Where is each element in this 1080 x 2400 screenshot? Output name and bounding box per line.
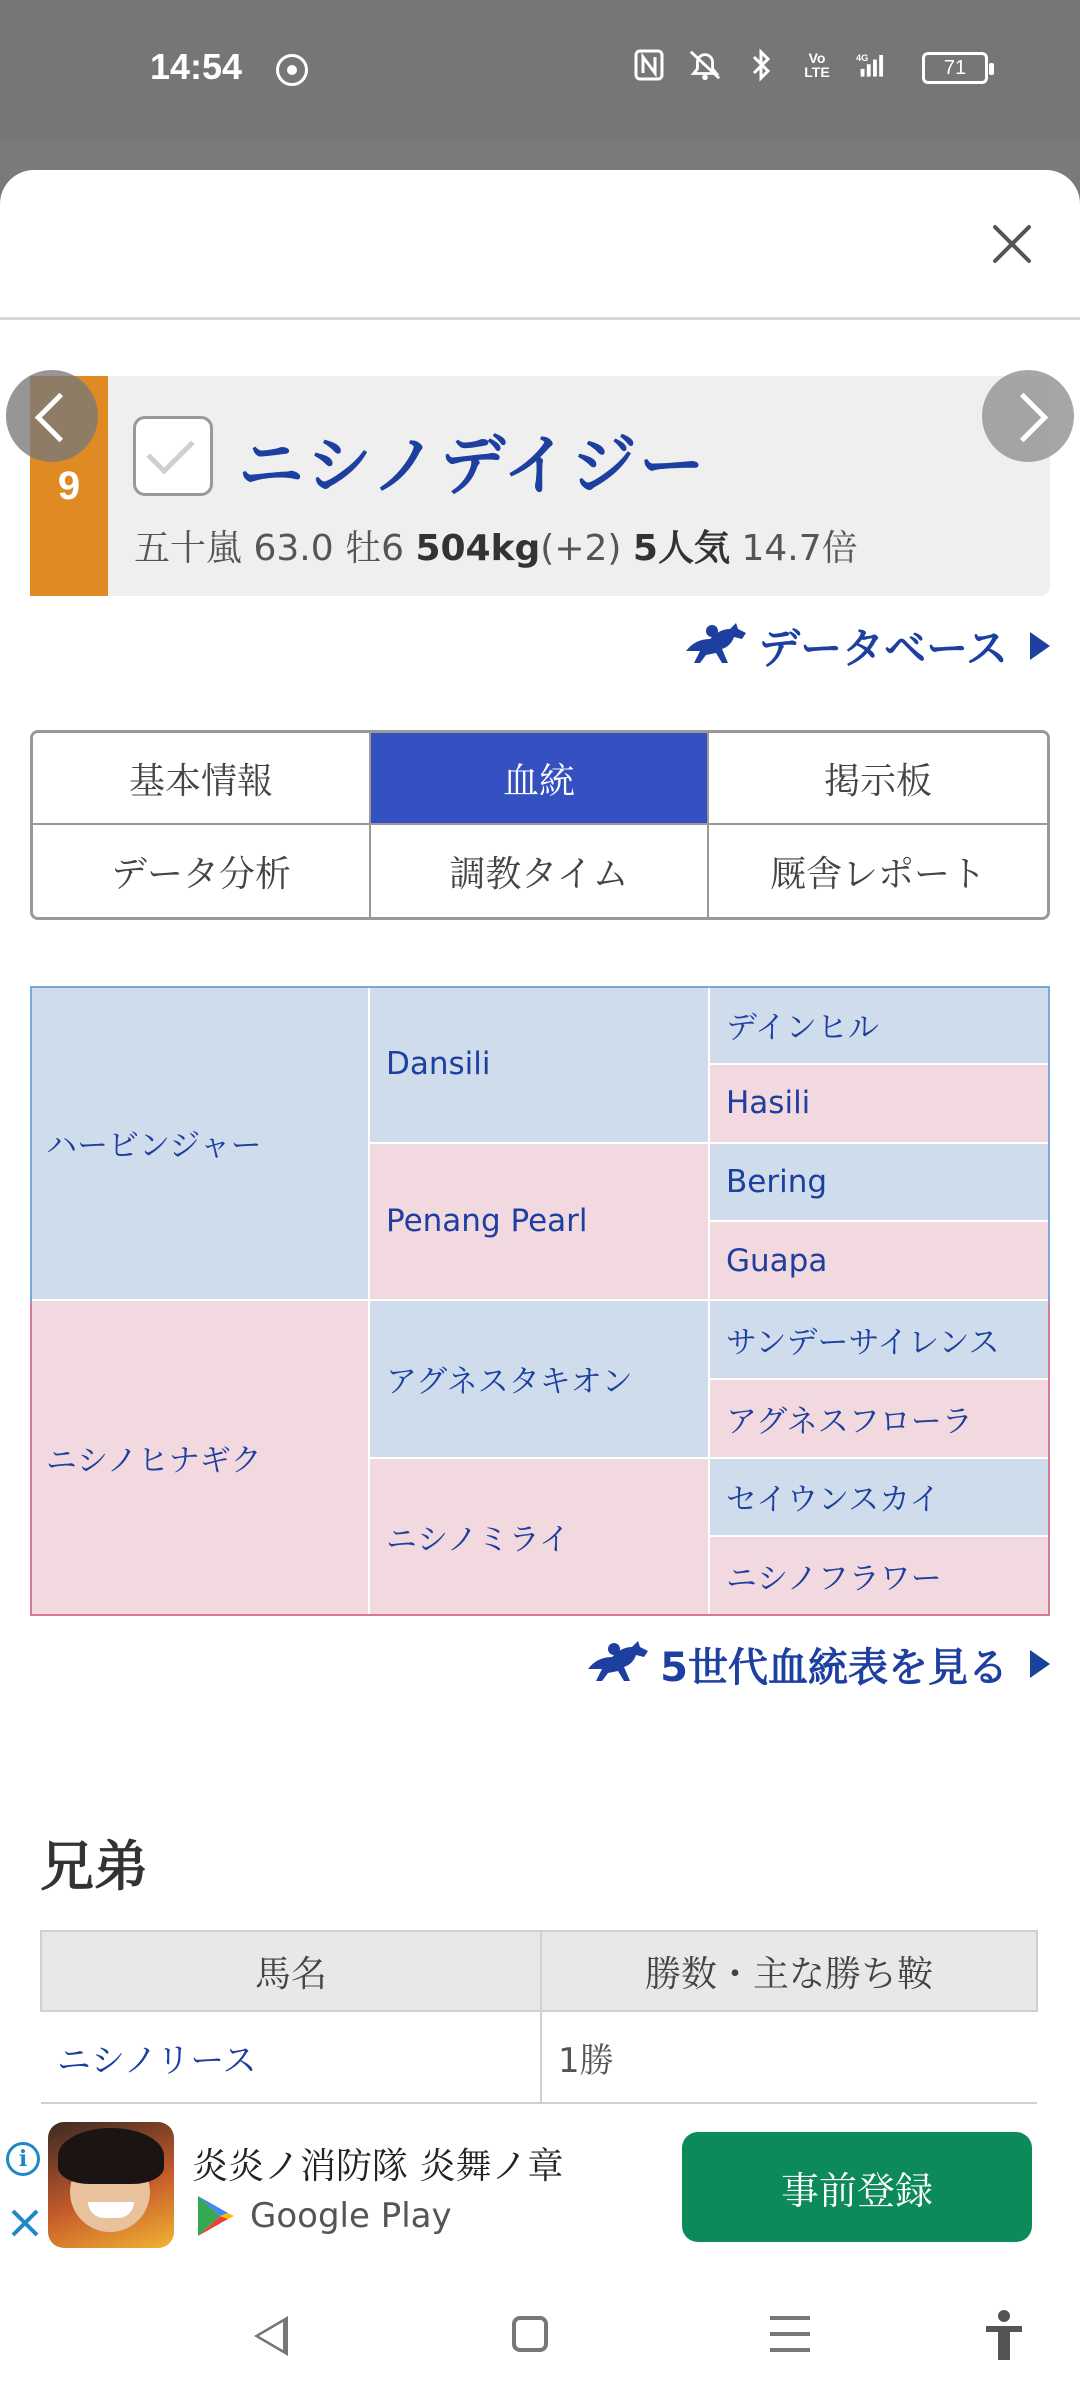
jockey: 五十嵐 — [134, 528, 243, 569]
battery-icon: 71 — [922, 52, 988, 84]
sibling-name[interactable]: ニシノリース — [41, 2011, 541, 2103]
pedigree-sire-sire[interactable]: Dansili — [370, 986, 710, 1144]
location-icon — [276, 54, 308, 86]
siblings-header-wins: 勝数・主な勝ち鞍 — [541, 1931, 1037, 2011]
siblings-header-row — [41, 1931, 1037, 2011]
triangle-right-icon — [1030, 1650, 1050, 1678]
pre-register-button[interactable]: 事前登録 — [682, 2132, 1032, 2242]
pedigree-gen3-1[interactable]: デインヒル — [710, 986, 1050, 1065]
sibling-wins: 1勝 — [541, 2011, 1037, 2103]
bluetooth-icon — [744, 48, 778, 82]
tab-basic-info[interactable]: 基本情報 — [33, 733, 371, 825]
prev-horse-button[interactable] — [6, 370, 98, 462]
tab-training-time[interactable]: 調教タイム — [371, 825, 709, 917]
horse-card — [30, 376, 1050, 596]
siblings-title: 兄弟 — [40, 1835, 148, 1898]
system-nav-bar — [0, 2268, 1080, 2400]
home-icon[interactable] — [512, 2316, 548, 2352]
accessibility-icon[interactable] — [984, 2310, 1024, 2362]
info-tabs — [30, 730, 1050, 920]
ad-close-icon[interactable] — [8, 2206, 42, 2240]
sheet-header — [0, 170, 1080, 320]
ad-app-thumbnail — [48, 2122, 174, 2248]
odds: 14.7倍 — [741, 528, 858, 569]
tab-stable-report[interactable]: 厩舎レポート — [709, 825, 1047, 917]
pedigree-dam-dam[interactable]: ニシノミライ — [370, 1459, 710, 1617]
recents-icon[interactable] — [770, 2316, 810, 2352]
status-bar — [0, 0, 1080, 140]
pedigree-sire[interactable]: ハービンジャー — [30, 986, 370, 1301]
next-horse-button[interactable] — [982, 370, 1074, 462]
ad-info-icon[interactable]: i — [6, 2142, 40, 2176]
triangle-right-icon — [1030, 632, 1050, 660]
pedigree-gen3-5[interactable]: サンデーサイレンス — [710, 1301, 1050, 1380]
horse-name: ニシノデイジー — [238, 427, 707, 504]
popularity: 5人気 — [632, 528, 730, 569]
ad-store — [196, 2194, 452, 2238]
body-weight: 504kg — [415, 528, 541, 569]
mute-icon — [688, 48, 722, 82]
volte-icon: Vo LTE — [804, 50, 830, 80]
tab-pedigree[interactable]: 血統 — [371, 733, 709, 825]
tab-data-analysis[interactable]: データ分析 — [33, 825, 371, 917]
pedigree-gen3-7[interactable]: セイウンスカイ — [710, 1459, 1050, 1538]
pedigree-table — [30, 986, 1050, 1616]
database-link[interactable] — [682, 616, 1050, 676]
database-link-label: データベース — [758, 624, 1008, 673]
sex-age: 牡6 — [345, 528, 404, 569]
nfc-icon — [632, 48, 666, 82]
table-row — [41, 2011, 1037, 2103]
close-icon[interactable] — [984, 216, 1040, 272]
favorite-checkbox[interactable] — [133, 416, 213, 496]
pedigree-gen3-6[interactable]: アグネスフローラ — [710, 1380, 1050, 1459]
tab-board[interactable]: 掲示板 — [709, 733, 1047, 825]
siblings-table — [40, 1930, 1038, 2104]
pedigree-sire-dam[interactable]: Penang Pearl — [370, 1144, 710, 1302]
pedigree-dam-sire[interactable]: アグネスタキオン — [370, 1301, 710, 1459]
siblings-header-name: 馬名 — [41, 1931, 541, 2011]
status-icons — [632, 48, 890, 82]
pedigree-gen3-3[interactable]: Bering — [710, 1144, 1050, 1223]
pedigree-gen3-4[interactable]: Guapa — [710, 1222, 1050, 1301]
pedigree-gen3-2[interactable]: Hasili — [710, 1065, 1050, 1144]
weight-diff: (+2) — [540, 528, 622, 569]
horse-meta — [134, 520, 858, 571]
svg-text:4G: 4G — [856, 53, 869, 64]
racehorse-icon — [584, 1639, 650, 1689]
horse-detail-sheet — [0, 170, 1080, 2400]
gate-number: 9 — [30, 376, 108, 596]
ad-store-label: Google Play — [250, 2196, 452, 2236]
ad-banner[interactable] — [0, 2118, 1080, 2268]
five-generation-link[interactable] — [584, 1634, 1050, 1694]
signal-4g-icon — [856, 48, 890, 82]
back-icon[interactable] — [254, 2316, 288, 2356]
ad-title: 炎炎ノ消防隊 炎舞ノ章 — [192, 2146, 564, 2187]
pedigree-dam[interactable]: ニシノヒナギク — [30, 1301, 370, 1616]
status-time: 14:54 — [150, 46, 243, 87]
carried-weight: 63.0 — [253, 528, 334, 569]
google-play-icon — [196, 2194, 236, 2238]
five-generation-link-label: 5世代血統表を見る — [660, 1644, 1008, 1691]
racehorse-icon — [682, 621, 748, 671]
pedigree-gen3-8[interactable]: ニシノフラワー — [710, 1537, 1050, 1616]
